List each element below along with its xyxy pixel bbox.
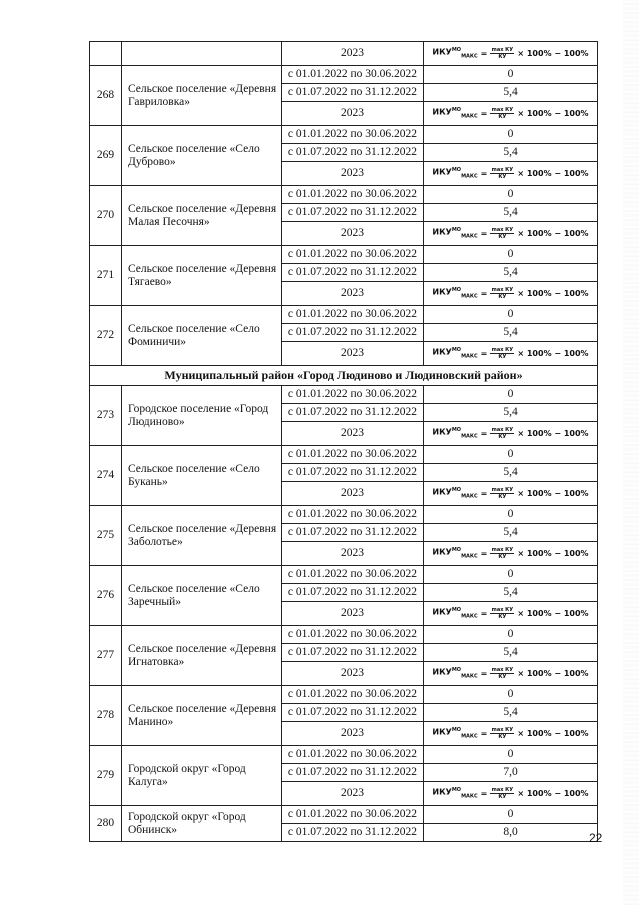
coefficient-formula xyxy=(424,602,598,626)
coefficient-formula xyxy=(424,222,598,246)
formula-lhs: $ИКУ^{МО}_{МАКС}$ xyxy=(432,546,478,560)
value-second-half: 5,4 xyxy=(424,584,598,602)
row-number: 272 xyxy=(90,306,122,366)
row-name-cell xyxy=(122,42,282,66)
value-first-half: 0 xyxy=(424,386,598,404)
formula-sub: МАКС xyxy=(461,353,478,360)
formula-tail: × 100% − 100% xyxy=(517,429,589,438)
period-year: 2023 xyxy=(282,422,424,446)
formula-expression: $ИКУ^{МО}_{МАКС}$ = $\frac{\text{max КУ}}{КУ}$ × 100% − 100% xyxy=(432,784,588,803)
period-second-half: с 01.07.2022 по 31.12.2022 xyxy=(282,464,424,482)
table-row xyxy=(90,806,598,824)
formula-expression: $ИКУ^{МО}_{МАКС}$ = $\frac{\text{max КУ}}{КУ}$ × 100% − 100% xyxy=(432,484,588,503)
formula-tail: × 100% − 100% xyxy=(517,289,589,298)
formula-denominator: КУ xyxy=(498,114,507,120)
period-second-half: с 01.07.2022 по 31.12.2022 xyxy=(282,704,424,722)
formula-sub: МАКС xyxy=(461,293,478,300)
municipality-name: Сельское поселение «Деревня Тягаево» xyxy=(122,246,282,306)
formula-expression: $ИКУ^{МО}_{МАКС}$ = $\frac{\text{max КУ}}{КУ}$ × 100% − 100% xyxy=(432,224,588,243)
row-number: 279 xyxy=(90,746,122,806)
formula-fraction xyxy=(490,167,514,180)
value-first-half: 0 xyxy=(424,806,598,824)
formula-expression: $ИКУ^{МО}_{МАКС}$ = $\frac{\text{max КУ}}{КУ}$ × 100% − 100% xyxy=(432,724,588,743)
formula-numerator: max КУ xyxy=(491,607,514,613)
formula-lhs: $ИКУ^{МО}_{МАКС}$ xyxy=(432,286,478,300)
value-first-half: 0 xyxy=(424,66,598,84)
formula-sup: МО xyxy=(451,286,462,293)
formula-sub: МАКС xyxy=(461,613,478,620)
period-second-half: с 01.07.2022 по 31.12.2022 xyxy=(282,84,424,102)
period-first-half: с 01.01.2022 по 30.06.2022 xyxy=(282,746,424,764)
formula-sub: МАКС xyxy=(461,173,478,180)
row-number: 270 xyxy=(90,186,122,246)
row-number: 277 xyxy=(90,626,122,686)
formula-sup: МО xyxy=(451,226,462,233)
formula-sub: МАКС xyxy=(461,433,478,440)
formula-sub: МАКС xyxy=(461,733,478,740)
formula-lhs: $ИКУ^{МО}_{МАКС}$ xyxy=(432,346,478,360)
formula-sup: МО xyxy=(451,546,462,553)
formula-expression: $ИКУ^{МО}_{МАКС}$ = $\frac{\text{max КУ}}{КУ}$ × 100% − 100% xyxy=(432,284,588,303)
formula-sup: МО xyxy=(451,486,462,493)
table-row xyxy=(90,566,598,584)
value-first-half: 0 xyxy=(424,246,598,264)
formula-denominator: КУ xyxy=(498,554,507,560)
value-first-half: 0 xyxy=(424,626,598,644)
formula-numerator: max КУ xyxy=(491,547,514,553)
value-second-half: 5,4 xyxy=(424,404,598,422)
formula-sup: МО xyxy=(451,166,462,173)
row-number: 274 xyxy=(90,446,122,506)
municipality-name: Сельское поселение «Деревня Игнатовка» xyxy=(122,626,282,686)
table-row xyxy=(90,186,598,204)
formula-lhs: $ИКУ^{МО}_{МАКС}$ xyxy=(432,666,478,680)
formula-expression: $ИКУ^{МО}_{МАКС}$ = $\frac{\text{max КУ}}{КУ}$ × 100% − 100% xyxy=(432,44,588,63)
formula-sub: МАКС xyxy=(461,673,478,680)
formula-tail: × 100% − 100% xyxy=(517,109,589,118)
period-year: 2023 xyxy=(282,662,424,686)
formula-expression: $ИКУ^{МО}_{МАКС}$ = $\frac{\text{max КУ}}{КУ}$ × 100% − 100% xyxy=(432,164,588,183)
period-first-half: с 01.01.2022 по 30.06.2022 xyxy=(282,506,424,524)
formula-fraction xyxy=(490,347,514,360)
value-second-half: 5,4 xyxy=(424,144,598,162)
formula-lhs: $ИКУ^{МО}_{МАКС}$ xyxy=(432,606,478,620)
period-year: 2023 xyxy=(282,542,424,566)
formula-tail: × 100% − 100% xyxy=(517,349,589,358)
formula-lhs: $ИКУ^{МО}_{МАКС}$ xyxy=(432,106,478,120)
table-row xyxy=(90,126,598,144)
period-year: 2023 xyxy=(282,102,424,126)
formula-numerator: max КУ xyxy=(491,787,514,793)
formula-numerator: max КУ xyxy=(491,667,514,673)
formula-tail: × 100% − 100% xyxy=(517,489,589,498)
formula-sub: МАКС xyxy=(461,233,478,240)
row-number-cell xyxy=(90,42,122,66)
table-row xyxy=(90,66,598,84)
value-second-half: 5,4 xyxy=(424,524,598,542)
formula-numerator: max КУ xyxy=(491,487,514,493)
period-first-half: с 01.01.2022 по 30.06.2022 xyxy=(282,246,424,264)
table-row xyxy=(90,506,598,524)
period-first-half: с 01.01.2022 по 30.06.2022 xyxy=(282,686,424,704)
formula-fraction xyxy=(490,727,514,740)
period-second-half: с 01.07.2022 по 31.12.2022 xyxy=(282,324,424,342)
coefficient-formula xyxy=(424,102,598,126)
period-year: 2023 xyxy=(282,162,424,186)
period-first-half: с 01.01.2022 по 30.06.2022 xyxy=(282,126,424,144)
formula-denominator: КУ xyxy=(498,354,507,360)
period-first-half: с 01.01.2022 по 30.06.2022 xyxy=(282,386,424,404)
value-second-half: 5,4 xyxy=(424,464,598,482)
formula-lhs: $ИКУ^{МО}_{МАКС}$ xyxy=(432,166,478,180)
coefficient-formula xyxy=(424,542,598,566)
period-second-half: с 01.07.2022 по 31.12.2022 xyxy=(282,264,424,282)
formula-denominator: КУ xyxy=(498,234,507,240)
formula-numerator: max КУ xyxy=(491,287,514,293)
formula-lhs: $ИКУ^{МО}_{МАКС}$ xyxy=(432,786,478,800)
formula-expression: $ИКУ^{МО}_{МАКС}$ = $\frac{\text{max КУ}}{КУ}$ × 100% − 100% xyxy=(432,344,588,363)
row-number: 269 xyxy=(90,126,122,186)
formula-lhs: $ИКУ^{МО}_{МАКС}$ xyxy=(432,46,478,60)
municipality-name: Сельское поселение «Деревня Манино» xyxy=(122,686,282,746)
period-year: 2023 xyxy=(282,602,424,626)
formula-sub: МАКС xyxy=(461,553,478,560)
formula-sub: МАКС xyxy=(461,793,478,800)
formula-fraction xyxy=(490,787,514,800)
row-number: 280 xyxy=(90,806,122,842)
formula-sup: МО xyxy=(451,106,462,113)
period-year: 2023 xyxy=(282,482,424,506)
value-second-half: 5,4 xyxy=(424,704,598,722)
coefficient-formula xyxy=(424,162,598,186)
period-first-half: с 01.01.2022 по 30.06.2022 xyxy=(282,446,424,464)
formula-sup: МО xyxy=(451,726,462,733)
page-number: 22 xyxy=(589,831,603,845)
coefficient-formula xyxy=(424,42,598,66)
formula-sub: МАКС xyxy=(461,113,478,120)
value-first-half: 0 xyxy=(424,686,598,704)
coefficient-formula xyxy=(424,422,598,446)
formula-denominator: КУ xyxy=(498,494,507,500)
coefficient-formula xyxy=(424,722,598,746)
municipality-name: Сельское поселение «Деревня Заболотье» xyxy=(122,506,282,566)
period-year: 2023 xyxy=(282,722,424,746)
value-first-half: 0 xyxy=(424,126,598,144)
formula-numerator: max КУ xyxy=(491,347,514,353)
table-row xyxy=(90,686,598,704)
section-title: Муниципальный район «Город Людиново и Людиновский район» xyxy=(90,366,598,386)
table-row xyxy=(90,42,598,66)
value-first-half: 0 xyxy=(424,746,598,764)
formula-denominator: КУ xyxy=(498,174,507,180)
municipality-name: Сельское поселение «Деревня Малая Песочня» xyxy=(122,186,282,246)
period-second-half: с 01.07.2022 по 31.12.2022 xyxy=(282,584,424,602)
value-second-half: 5,4 xyxy=(424,204,598,222)
period-second-half: с 01.07.2022 по 31.12.2022 xyxy=(282,824,424,842)
period-first-half: с 01.01.2022 по 30.06.2022 xyxy=(282,306,424,324)
municipality-name: Сельское поселение «Село Фоминичи» xyxy=(122,306,282,366)
formula-denominator: КУ xyxy=(498,734,507,740)
formula-tail: × 100% − 100% xyxy=(517,169,589,178)
row-number: 278 xyxy=(90,686,122,746)
formula-denominator: КУ xyxy=(498,434,507,440)
period-cell: 2023 xyxy=(282,42,424,66)
value-first-half: 0 xyxy=(424,566,598,584)
formula-expression: $ИКУ^{МО}_{МАКС}$ = $\frac{\text{max КУ}}{КУ}$ × 100% − 100% xyxy=(432,544,588,563)
period-first-half: с 01.01.2022 по 30.06.2022 xyxy=(282,186,424,204)
row-number: 276 xyxy=(90,566,122,626)
period-year: 2023 xyxy=(282,282,424,306)
period-first-half: с 01.01.2022 по 30.06.2022 xyxy=(282,806,424,824)
formula-numerator: max КУ xyxy=(491,107,514,113)
value-first-half: 0 xyxy=(424,506,598,524)
municipality-name: Сельское поселение «Деревня Гавриловка» xyxy=(122,66,282,126)
scan-edge-noise xyxy=(623,0,639,905)
value-second-half: 7,0 xyxy=(424,764,598,782)
municipality-name: Городской округ «Город Обнинск» xyxy=(122,806,282,842)
formula-lhs: $ИКУ^{МО}_{МАКС}$ xyxy=(432,426,478,440)
formula-sup: МО xyxy=(451,346,462,353)
municipality-name: Сельское поселение «Село Заречный» xyxy=(122,566,282,626)
formula-fraction xyxy=(490,227,514,240)
formula-tail: × 100% − 100% xyxy=(517,549,589,558)
municipality-name: Сельское поселение «Село Дуброво» xyxy=(122,126,282,186)
formula-lhs: $ИКУ^{МО}_{МАКС}$ xyxy=(432,726,478,740)
formula-sub: МАКС xyxy=(461,53,478,60)
formula-expression: $ИКУ^{МО}_{МАКС}$ = $\frac{\text{max КУ}}{КУ}$ × 100% − 100% xyxy=(432,424,588,443)
formula-lhs: $ИКУ^{МО}_{МАКС}$ xyxy=(432,226,478,240)
row-number: 273 xyxy=(90,386,122,446)
formula-fraction xyxy=(490,547,514,560)
period-second-half: с 01.07.2022 по 31.12.2022 xyxy=(282,144,424,162)
period-second-half: с 01.07.2022 по 31.12.2022 xyxy=(282,644,424,662)
formula-numerator: max КУ xyxy=(491,427,514,433)
municipality-name: Городское поселение «Город Людиново» xyxy=(122,386,282,446)
formula-sub: МАКС xyxy=(461,493,478,500)
period-year: 2023 xyxy=(282,222,424,246)
table-row xyxy=(90,626,598,644)
formula-fraction xyxy=(490,287,514,300)
formula-numerator: max КУ xyxy=(491,227,514,233)
formula-tail: × 100% − 100% xyxy=(517,229,589,238)
period-first-half: с 01.01.2022 по 30.06.2022 xyxy=(282,566,424,584)
formula-tail: × 100% − 100% xyxy=(517,789,589,798)
formula-sup: МО xyxy=(451,606,462,613)
formula-numerator: max КУ xyxy=(491,47,514,53)
table-row xyxy=(90,746,598,764)
coefficient-formula xyxy=(424,282,598,306)
period-second-half: с 01.07.2022 по 31.12.2022 xyxy=(282,524,424,542)
period-year: 2023 xyxy=(282,782,424,806)
formula-sup: МО xyxy=(451,666,462,673)
formula-fraction xyxy=(490,427,514,440)
value-second-half: 5,4 xyxy=(424,84,598,102)
value-second-half: 8,0 xyxy=(424,824,598,842)
value-second-half: 5,4 xyxy=(424,264,598,282)
value-second-half: 5,4 xyxy=(424,324,598,342)
formula-numerator: max КУ xyxy=(491,727,514,733)
row-number: 268 xyxy=(90,66,122,126)
formula-sup: МО xyxy=(451,786,462,793)
formula-denominator: КУ xyxy=(498,794,507,800)
formula-numerator: max КУ xyxy=(491,167,514,173)
period-first-half: с 01.01.2022 по 30.06.2022 xyxy=(282,66,424,84)
formula-sup: МО xyxy=(451,46,462,53)
row-number: 275 xyxy=(90,506,122,566)
row-number: 271 xyxy=(90,246,122,306)
tariff-table-body xyxy=(90,42,598,842)
period-second-half: с 01.07.2022 по 31.12.2022 xyxy=(282,404,424,422)
municipality-name: Сельское поселение «Село Букань» xyxy=(122,446,282,506)
coefficient-formula xyxy=(424,342,598,366)
formula-expression: $ИКУ^{МО}_{МАКС}$ = $\frac{\text{max КУ}}{КУ}$ × 100% − 100% xyxy=(432,604,588,623)
table-row xyxy=(90,306,598,324)
table-row xyxy=(90,386,598,404)
formula-denominator: КУ xyxy=(498,674,507,680)
value-first-half: 0 xyxy=(424,306,598,324)
table-row xyxy=(90,446,598,464)
formula-tail: × 100% − 100% xyxy=(517,609,589,618)
formula-denominator: КУ xyxy=(498,54,507,60)
section-header-row xyxy=(90,366,598,386)
formula-tail: × 100% − 100% xyxy=(517,49,589,58)
formula-fraction xyxy=(490,47,514,60)
formula-tail: × 100% − 100% xyxy=(517,729,589,738)
period-second-half: с 01.07.2022 по 31.12.2022 xyxy=(282,764,424,782)
period-first-half: с 01.01.2022 по 30.06.2022 xyxy=(282,626,424,644)
formula-fraction xyxy=(490,607,514,620)
formula-denominator: КУ xyxy=(498,614,507,620)
period-second-half: с 01.07.2022 по 31.12.2022 xyxy=(282,204,424,222)
formula-expression: $ИКУ^{МО}_{МАКС}$ = $\frac{\text{max КУ}}{КУ}$ × 100% − 100% xyxy=(432,664,588,683)
coefficient-formula xyxy=(424,782,598,806)
formula-lhs: $ИКУ^{МО}_{МАКС}$ xyxy=(432,486,478,500)
coefficient-formula xyxy=(424,482,598,506)
value-second-half: 5,4 xyxy=(424,644,598,662)
formula-sup: МО xyxy=(451,426,462,433)
table-row xyxy=(90,246,598,264)
tariff-table xyxy=(89,41,598,842)
period-year: 2023 xyxy=(282,342,424,366)
formula-expression: $ИКУ^{МО}_{МАКС}$ = $\frac{\text{max КУ}}{КУ}$ × 100% − 100% xyxy=(432,104,588,123)
formula-fraction xyxy=(490,667,514,680)
value-first-half: 0 xyxy=(424,446,598,464)
municipality-name: Городской округ «Город Калуга» xyxy=(122,746,282,806)
formula-tail: × 100% − 100% xyxy=(517,669,589,678)
formula-denominator: КУ xyxy=(498,294,507,300)
value-first-half: 0 xyxy=(424,186,598,204)
coefficient-formula xyxy=(424,662,598,686)
formula-fraction xyxy=(490,487,514,500)
formula-fraction xyxy=(490,107,514,120)
